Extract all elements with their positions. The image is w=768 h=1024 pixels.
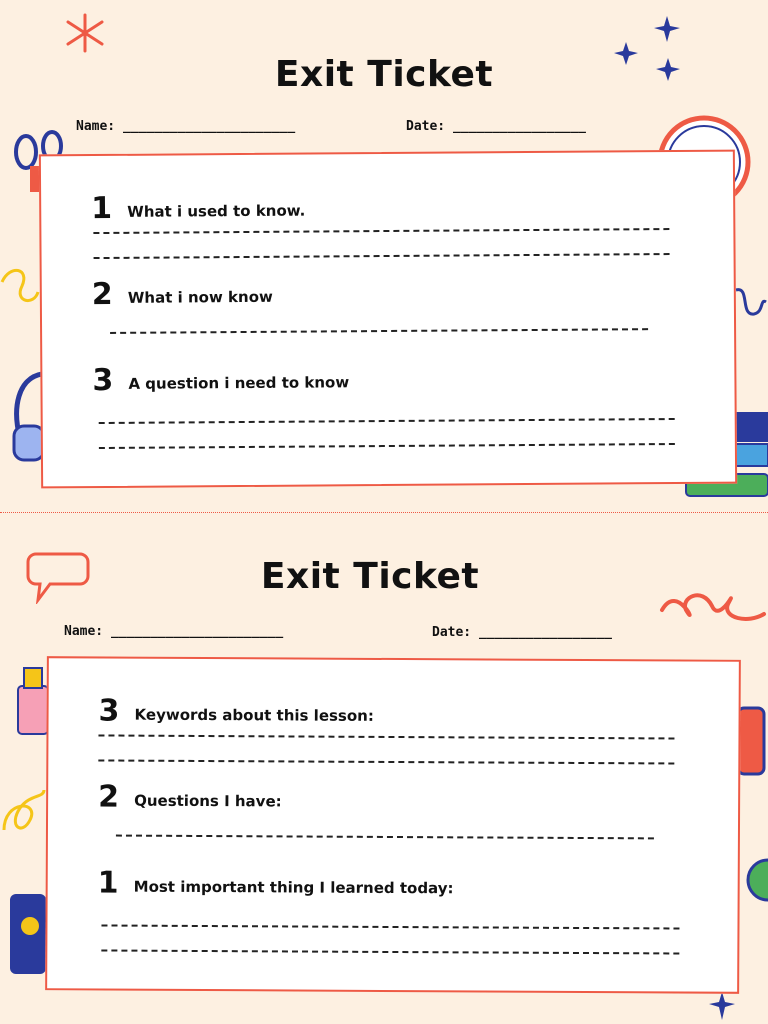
- question-prompt: Questions I have:: [134, 791, 282, 811]
- question-number: 1: [91, 190, 113, 227]
- question-prompt: What i used to know.: [127, 201, 306, 221]
- question-card: [39, 150, 737, 489]
- exit-ticket-bottom: [0, 512, 768, 1024]
- question-number: 3: [98, 693, 120, 729]
- ticket-title: Exit Ticket: [274, 54, 494, 95]
- name-field[interactable]: Name: ______________________: [76, 119, 296, 134]
- name-field[interactable]: Name: ______________________: [64, 624, 284, 639]
- ticket-title: Exit Ticket: [260, 556, 480, 597]
- answer-line[interactable]: [110, 328, 648, 334]
- question-prompt: Most important thing I learned today:: [133, 877, 454, 898]
- answer-line[interactable]: [99, 418, 675, 424]
- question-number: 3: [92, 362, 114, 399]
- question-prompt: A question i need to know: [128, 373, 350, 393]
- question-number: 2: [91, 276, 113, 313]
- date-field[interactable]: Date: _________________: [432, 625, 613, 640]
- answer-line[interactable]: [101, 924, 679, 929]
- answer-line[interactable]: [98, 734, 674, 739]
- answer-line[interactable]: [98, 759, 674, 764]
- answer-line[interactable]: [99, 443, 675, 449]
- question-prompt: What i now know: [127, 287, 273, 307]
- date-field[interactable]: Date: _________________: [406, 119, 587, 134]
- answer-line[interactable]: [94, 253, 670, 259]
- question-number: 1: [97, 865, 119, 901]
- answer-line[interactable]: [101, 949, 679, 954]
- question-prompt: Keywords about this lesson:: [134, 705, 374, 725]
- answer-line[interactable]: [116, 835, 654, 840]
- question-card: [45, 656, 741, 994]
- answer-line[interactable]: [93, 228, 669, 234]
- question-number: 2: [98, 779, 120, 815]
